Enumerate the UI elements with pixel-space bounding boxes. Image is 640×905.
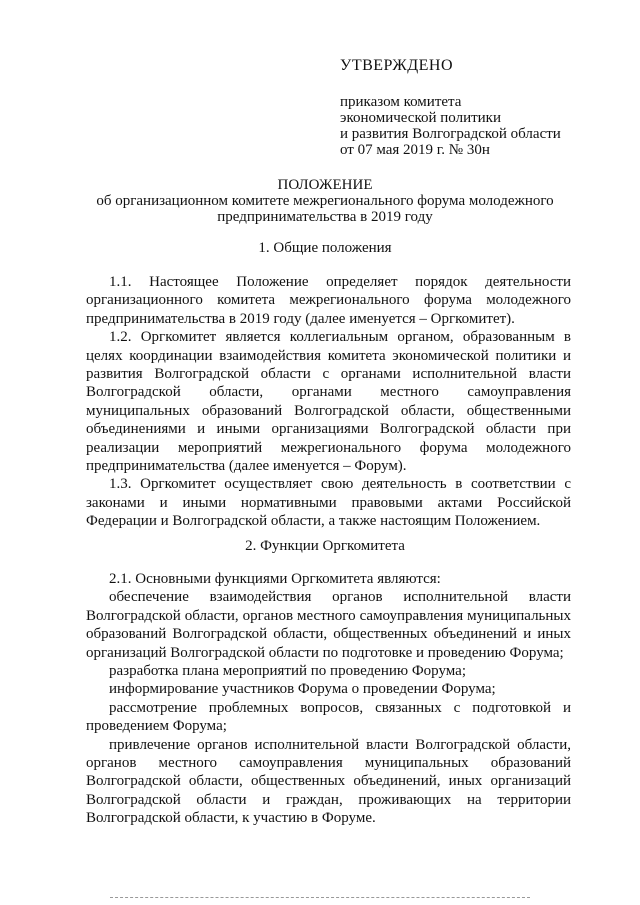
section-body [86, 570, 571, 828]
approval-line: приказом комитета [340, 94, 462, 110]
title-subtitle-line: предпринимательства в 2019 году [217, 209, 433, 225]
title-subtitle-line: об организационном комитете межрегионального форума молодежного [96, 193, 554, 209]
paragraph: привлечение органов исполнительной власти Волгоградской области, органов местного самоуправления муниципальных образований Волгоградской области, общественных объединений, иных организаций Волгоградской области и граждан, проживающих на территории Волгоградской области, к участию в Форуме. [86, 736, 571, 827]
paragraph: 1.2. Оргкомитет является коллегиальным органом, образованным в целях координации взаимодействия комитета экономической политики и развития Волгоградской области с органами исполнительной власти Волгоградской области, органами местного самоуправления муниципальных образований Волгоградской области, общественными объединениями и иными организациями Волгоградской области при реализации мероприятий межрегионального форума молодежного предпринимательства (далее именуется – Форум). [86, 329, 571, 475]
paragraph: рассмотрение проблемных вопросов, связанных с подготовкой и проведением Форума; [86, 699, 571, 735]
approval-line: от 07 мая 2019 г. № 30н [340, 142, 490, 158]
approval-stamp [340, 58, 600, 158]
page-bottom-divider [110, 897, 530, 899]
approval-heading: УТВЕРЖДЕНО [340, 57, 454, 74]
section-body [86, 273, 571, 531]
approval-line: экономической политики [340, 110, 502, 126]
paragraph: информирование участников Форума о проведении Форума; [109, 681, 496, 698]
paragraph: разработка плана мероприятий по проведению Форума; [109, 663, 466, 680]
paragraph: 2.1. Основными функциями Оргкомитета являются: [109, 571, 441, 587]
title-main: ПОЛОЖЕНИЕ [277, 177, 373, 193]
section-heading: 1. Общие положения [258, 240, 392, 256]
paragraph: 1.1. Настоящее Положение определяет порядок деятельности организационного комитета межрегионального форума молодежного предпринимательства в 2019 году (далее именуется – Оргкомитет). [86, 274, 571, 327]
paragraph: 1.3. Оргкомитет осуществляет свою деятельность в соответствии с законами и иными нормативными правовыми актами Российской Федерации и Волгоградской области, а также настоящим Положением. [86, 476, 571, 530]
approval-line: и развития Волгоградской области [340, 126, 561, 142]
paragraph: обеспечение взаимодействия органов исполнительной власти Волгоградской области, органов местного самоуправления муниципальных образований Волгоградской области, общественных объединений и иных организаций Волгоградской области по подготовке и проведению Форума; [86, 589, 571, 661]
section-heading: 2. Функции Оргкомитета [245, 538, 405, 554]
document-title [60, 177, 590, 225]
